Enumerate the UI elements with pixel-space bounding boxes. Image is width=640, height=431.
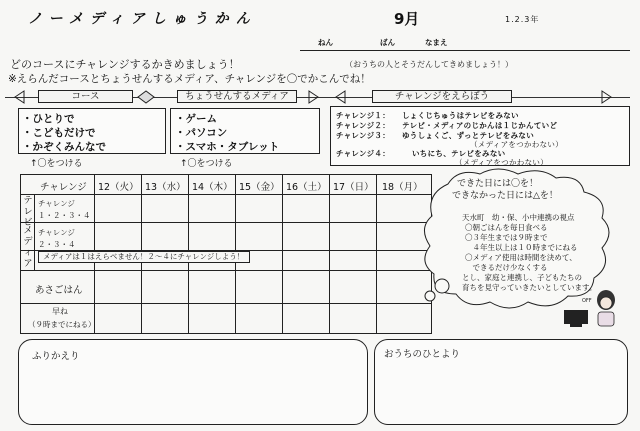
instruction-line-2: ※えらんだコースとちょうせんするメディア、チャレンジを〇でかこんでね！ (8, 73, 371, 85)
grid-header-challenge: チャレンジ (40, 182, 87, 193)
cloud-body-4: 〇メディア使用は時間を決めて、 (465, 253, 577, 262)
media-option-pc[interactable]: ・パソコン (175, 127, 228, 139)
row2-numbers: ２・３・４ (38, 240, 76, 249)
grade-label: 1.2.3年 (505, 15, 540, 24)
family-comment-label: おうちのひとより (384, 349, 461, 360)
arrow-icon (299, 90, 319, 104)
course-heading: コース (38, 90, 133, 103)
child-at-computer-illustration (560, 288, 628, 336)
arrow-icon (335, 90, 355, 104)
side-label-tv: テレビ (23, 196, 33, 228)
challenge-heading: チャレンジをえらぼう (372, 90, 512, 103)
month-label: 9月 (394, 10, 420, 28)
challenge-3-sub: （メディアをつかわない） (470, 140, 563, 149)
svg-text:OFF: OFF (582, 298, 592, 304)
challenge-2-label: チャレンジ２： (336, 121, 390, 130)
media-note: メディアは１はえらべません！２～４にチャレンジしよう！ (38, 251, 250, 263)
challenge-1-text[interactable]: しょくじちゅうはテレビをみない (402, 111, 519, 120)
course-option-kids-only[interactable]: ・こどもだけで (22, 127, 96, 139)
grid-header-day-13: 13（水） (145, 182, 186, 193)
challenge-1-label: チャレンジ１： (336, 111, 390, 120)
row1-label: チャレンジ (38, 199, 75, 208)
grid-header-day-17: 17（日） (333, 182, 374, 193)
cloud-body-7: 育ちを見守っていきたいとしています。 (462, 283, 597, 292)
cloud-body-1: 〇朝ごはんを毎日食べる (465, 223, 548, 232)
cloud-body-2: 〇３年生までは９時まで (465, 233, 548, 242)
media-option-smartphone[interactable]: ・スマホ・タブレット (175, 141, 280, 153)
arrow-icon (592, 90, 612, 104)
instruction-note: （おうちの人とそうだんしてきめましょう！） (345, 60, 513, 69)
side-label-media: メディア (23, 226, 33, 269)
cloud-body-0: 天水町 幼・保、小中連携の視点 (462, 213, 575, 222)
name-field-label: なまえ (425, 38, 448, 47)
grid-header-day-15: 15（金） (239, 182, 280, 193)
grid-header-day-18: 18（月） (382, 182, 423, 193)
course-mark-note: ↑〇をつける (30, 159, 83, 169)
row-breakfast-label: あさごはん (35, 285, 83, 296)
challenge-3-text[interactable]: ゆうしょくご、ずっとテレビをみない (402, 131, 534, 140)
arrow-icon (14, 90, 34, 104)
challenge-3-label: チャレンジ３： (336, 131, 390, 140)
challenge-4-label: チャレンジ４： (336, 149, 390, 158)
cloud-body-6: とし、家庭と連携し、子どもたちの (462, 273, 582, 282)
challenge-4-sub: （メディアをつかわない） (455, 158, 548, 167)
media-mark-note: ↑〇をつける (180, 159, 233, 169)
row-early-sleep-note: （９時までにねる） (28, 320, 96, 329)
course-option-family[interactable]: ・かぞくみんなで (22, 141, 106, 153)
name-field[interactable] (300, 34, 630, 51)
instruction-line-1: どのコースにチャレンジするかきめましょう！ (10, 58, 240, 71)
reflection-label: ふりかえり (32, 351, 80, 362)
grid-header-day-14: 14（木） (192, 182, 233, 193)
challenge-2-text[interactable]: テレビ・メディアのじかんは１じかんていど (402, 121, 558, 130)
challenge-4-text[interactable]: いちにち、テレビをみない (412, 149, 506, 158)
page-title: ノーメディアしゅうかん (28, 11, 257, 27)
row-early-sleep-label: 早ね (52, 307, 68, 316)
media-heading: ちょうせんするメディア (177, 90, 297, 103)
cloud-body-5: できるだけ少なくする (465, 263, 548, 272)
grid-header-day-12: 12（火） (98, 182, 139, 193)
course-option-alone[interactable]: ・ひとりで (22, 113, 75, 125)
media-option-game[interactable]: ・ゲーム (175, 113, 217, 125)
cloud-line-2: できなかった日には△を！ (452, 191, 558, 201)
diamond-divider-icon (136, 90, 176, 104)
class-number-field-label: ばん (380, 38, 395, 47)
grid-header-day-16: 16（土） (286, 182, 327, 193)
grade-field-label: ねん (318, 38, 333, 47)
row1-numbers: １・２・３・４ (38, 211, 91, 220)
cloud-line-1: できた日には〇を！ (457, 179, 539, 189)
cloud-body-3: ４年生以上は１０時までにねる (465, 243, 578, 252)
row2-label: チャレンジ (38, 228, 75, 237)
